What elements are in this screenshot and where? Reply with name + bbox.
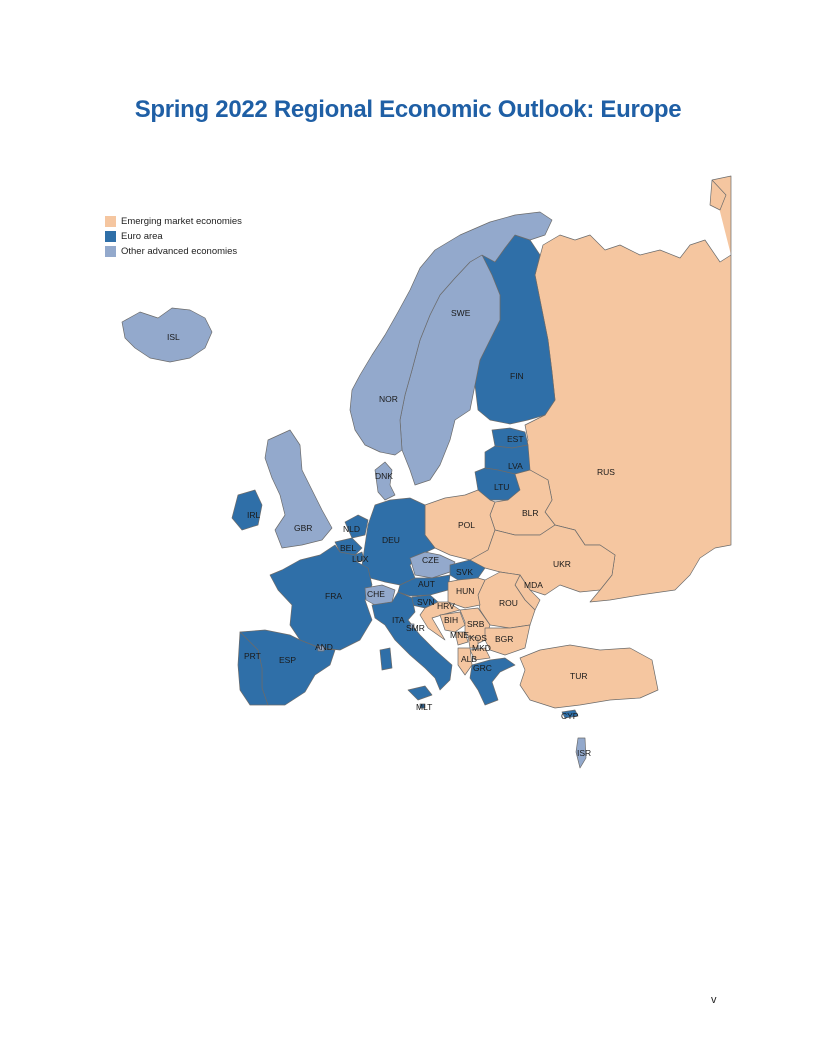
label-srb: SRB <box>467 619 485 629</box>
europe-map <box>80 170 736 810</box>
label-rus: RUS <box>597 467 615 477</box>
label-grc: GRC <box>473 663 492 673</box>
label-smr: SMR <box>406 623 425 633</box>
label-isl: ISL <box>167 332 180 342</box>
label-cyp: CYP <box>561 711 579 721</box>
label-and: AND <box>315 642 333 652</box>
label-ltu: LTU <box>494 482 510 492</box>
label-deu: DEU <box>382 535 400 545</box>
country-shape-ita-sardinia <box>380 648 392 670</box>
label-mda: MDA <box>524 580 543 590</box>
label-dnk: DNK <box>375 471 393 481</box>
label-alb: ALB <box>461 654 478 664</box>
label-lva: LVA <box>508 461 523 471</box>
country-shape-tur <box>520 645 658 708</box>
label-rou: ROU <box>499 598 518 608</box>
country-shape-ita-sicily <box>408 686 432 700</box>
label-gbr: GBR <box>294 523 313 533</box>
label-fin: FIN <box>510 371 524 381</box>
label-ukr: UKR <box>553 559 571 569</box>
label-svk: SVK <box>456 567 474 577</box>
label-tur: TUR <box>570 671 588 681</box>
label-svn: SVN <box>417 597 435 607</box>
label-pol: POL <box>458 520 476 530</box>
label-cze: CZE <box>422 555 439 565</box>
label-hun: HUN <box>456 586 475 596</box>
label-lux: LUX <box>352 554 369 564</box>
label-swe: SWE <box>451 308 471 318</box>
label-nor: NOR <box>379 394 398 404</box>
label-mkd: MKD <box>472 643 491 653</box>
legend-label-emerging: Emerging market economies <box>121 216 242 227</box>
label-esp: ESP <box>279 655 297 665</box>
label-irl: IRL <box>247 510 261 520</box>
legend-label-advanced: Other advanced economies <box>121 246 238 257</box>
page-number: v <box>711 994 717 1006</box>
label-kos: KOS <box>469 633 487 643</box>
label-nld: NLD <box>343 524 361 534</box>
label-bih: BIH <box>444 615 459 625</box>
legend-label-euro-area: Euro area <box>121 231 163 242</box>
label-fra: FRA <box>325 591 342 601</box>
label-isr: ISR <box>577 748 592 758</box>
label-ita: ITA <box>392 615 405 625</box>
page-title: Spring 2022 Regional Economic Outlook: Europe <box>134 96 682 123</box>
label-aut: AUT <box>418 579 435 589</box>
label-hrv: HRV <box>437 601 455 611</box>
label-prt: PRT <box>244 651 261 661</box>
label-che: CHE <box>367 589 385 599</box>
country-shape-dnk <box>375 462 395 500</box>
label-mlt: MLT <box>416 702 433 712</box>
label-bel: BEL <box>340 543 357 553</box>
country-shapes <box>122 176 731 768</box>
label-mne: MNE <box>450 630 469 640</box>
label-blr: BLR <box>522 508 539 518</box>
label-bgr: BGR <box>495 634 514 644</box>
label-est: EST <box>507 434 524 444</box>
